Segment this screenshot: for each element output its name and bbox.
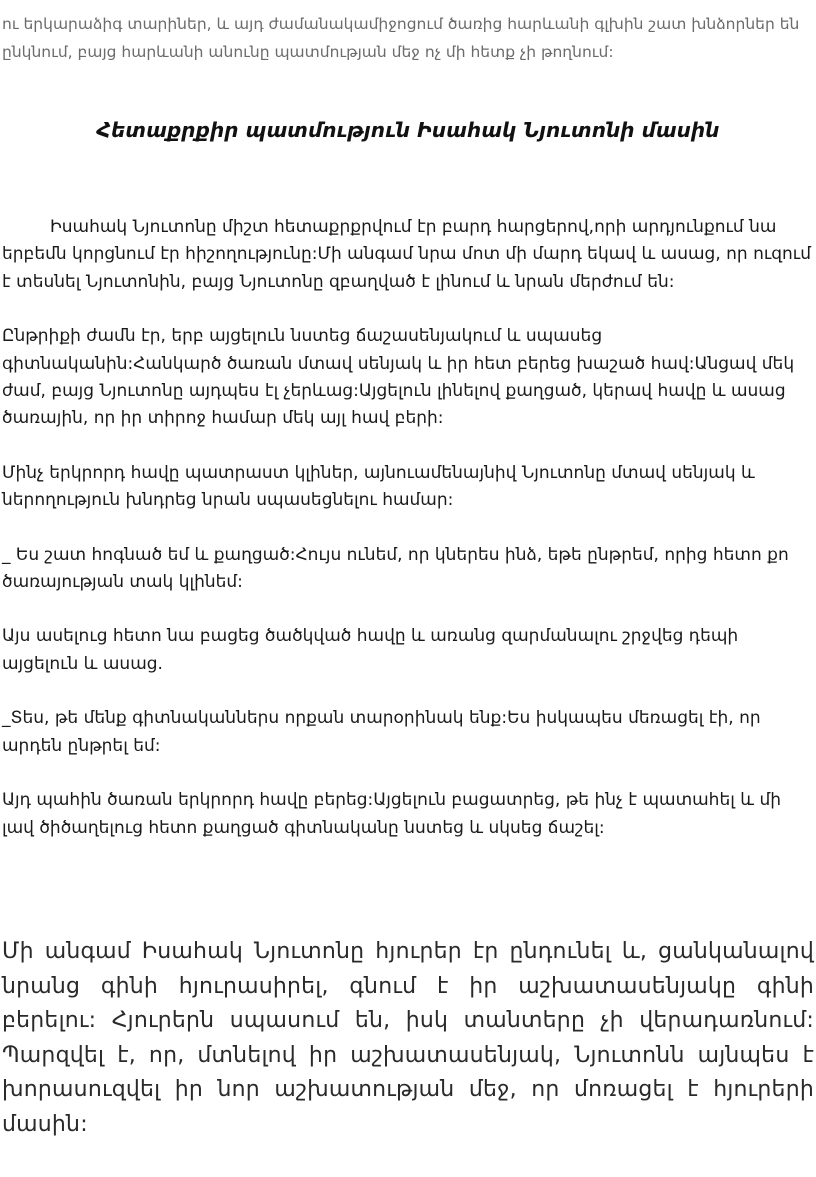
story-paragraph: Այս ասելուց հետո նա բացեց ծածկված հավը և առանց զարմանալու շրջվեց դեպի այցելուն և ասաց. xyxy=(2,626,739,674)
story-body xyxy=(2,214,814,869)
story-paragraph: _ Ես շատ հոգնած եմ և քաղցած:Հույս ունեմ, որ կներես ինձ, եթե ընթրեմ, որից հետո քո ծառայության տակ կլինեմ: xyxy=(2,544,789,593)
closing-paragraph: Մի անգամ Իսահակ Նյուտոնը հյուրեր էր ընդունել և, ցանկանալով նրանց գինի հյուրասիրել, գնում է իր աշխատասենյակը գինի բերելու: Հյուրերն սպասում են, իսկ տանտերը չի վերադառնում: Պարզվել է, որ, մտնելով իր աշխատասենյակ, Նյուտոնն այնպես է խորասուզվել իր նոր աշխատության մեջ, որ մոռացել է հյուրերի մասին: xyxy=(2,939,814,1137)
story-paragraph: Իսահակ Նյուտոնը միշտ հետաքրքրվում էր բարդ հարցերով,որի արդյունքում նա երբեմն կորցնում էր հիշողությունը:Մի անգամ նրա մոտ մի մարդ եկավ և ասաց, որ ուզում է տեսնել Նյուտոնին, բայց Նյուտոնը զբաղված է լինում և նրան մերժում են: xyxy=(2,217,811,292)
previous-paragraph-fragment: ու երկարաձիգ տարիներ, և այդ ժամանակամիջոցում ծառից հարևանի գլխին շատ խնձորներ են ընկնում, բայց հարևանի անունը պատմության մեջ ոչ մի հետք չի թողնում: xyxy=(2,15,800,61)
story-paragraph: Այդ պահին ծառան երկրորդ հավը բերեց:Այցելուն բացատրեց, թե ինչ է պատահել և մի լավ ծիծաղելուց հետո քաղցած գիտնականը նստեց և սկսեց ճաշել: xyxy=(2,790,781,838)
story-paragraph: _Տես, թե մենք գիտնականներս որքան տարօրինակ ենք:Ես իսկապես մեռացել էի, որ արդեն ընթրել եմ: xyxy=(2,708,761,756)
story-title: Հետաքրքիր պատմություն Իսահակ Նյուտոնի մասին xyxy=(96,118,720,142)
story-paragraph: Ընթրիքի ժամն էր, երբ այցելուն նստեց ճաշասենյակում և սպասեց գիտնականին:Հանկարծ ծառան մտավ սենյակ և իր հետ բերեց խաշած հավ:Անցավ մեկ ժամ, բայց Նյուտոնը այդպես էլ չերևաց:Այցելուն լինելով քաղցած, կերավ հավը և ասաց ծառային, որ իր տիրոջ համար մեկ այլ հավ բերի: xyxy=(2,326,795,429)
story-paragraph: Մինչ երկրորդ հավը պատրաստ կլիներ, այնուամենայնիվ Նյուտոնը մտավ սենյակ և ներողություն խնդրեց նրան սպասեցնելու համար: xyxy=(2,462,755,511)
